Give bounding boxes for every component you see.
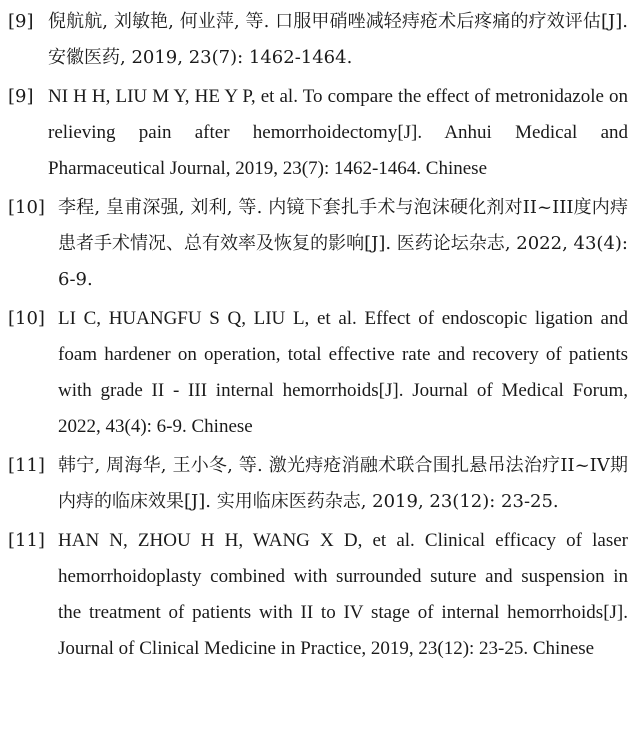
reference-text: LI C, HUANGFU S Q, LIU L, et al. Effect of endoscopic ligation and foam hardener on operation, total effective rate and recovery of patients with grade II - III internal hemorrhoids[J]. Journal of Medical Forum, 2022, 43(4): 6-9. Chinese: [58, 308, 628, 437]
reference-number: [10]: [8, 308, 45, 329]
reference-number: [10]: [8, 197, 45, 218]
reference-number: [11]: [8, 455, 45, 476]
reference-text: NI H H, LIU M Y, HE Y P, et al. To compare the effect of metronidazole on relieving pain after hemorrhoidectomy[J]. Anhui Medical and Pharmaceutical Journal, 2019, 23(7): 1462-1464. Chinese: [48, 86, 628, 179]
reference-entry: [8, 190, 628, 298]
reference-text: 李程, 皇甫深强, 刘利, 等. 内镜下套扎手术与泡沫硬化剂对II~III度内痔患者手术情况、总有效率及恢复的影响[J]. 医药论坛杂志, 2022, 43(4): 6-9.: [58, 197, 628, 290]
reference-entry: [8, 523, 628, 667]
reference-text: 韩宁, 周海华, 王小冬, 等. 激光痔疮消融术联合围扎悬吊法治疗II~IV期内痔的临床效果[J]. 实用临床医药杂志, 2019, 23(12): 23-25.: [58, 455, 628, 512]
reference-entry: [8, 301, 628, 445]
reference-text: 倪航航, 刘敏艳, 何业萍, 等. 口服甲硝唑减轻痔疮术后疼痛的疗效评估[J]. 安徽医药, 2019, 23(7): 1462-1464.: [48, 11, 628, 68]
reference-text: HAN N, ZHOU H H, WANG X D, et al. Clinical efficacy of laser hemorrhoidoplasty combined with surrounded suture and suspension in the treatment of patients with II to IV stage of internal hemorrhoids[J]. Journal of Clinical Medicine in Practice, 2019, 23(12): 23-25. Chinese: [58, 530, 628, 659]
reference-number: [11]: [8, 530, 45, 551]
reference-number: [9]: [8, 86, 34, 107]
reference-number: [9]: [8, 11, 34, 32]
reference-entry: [8, 79, 628, 187]
reference-entry: [8, 448, 628, 520]
reference-entry: [8, 4, 628, 76]
